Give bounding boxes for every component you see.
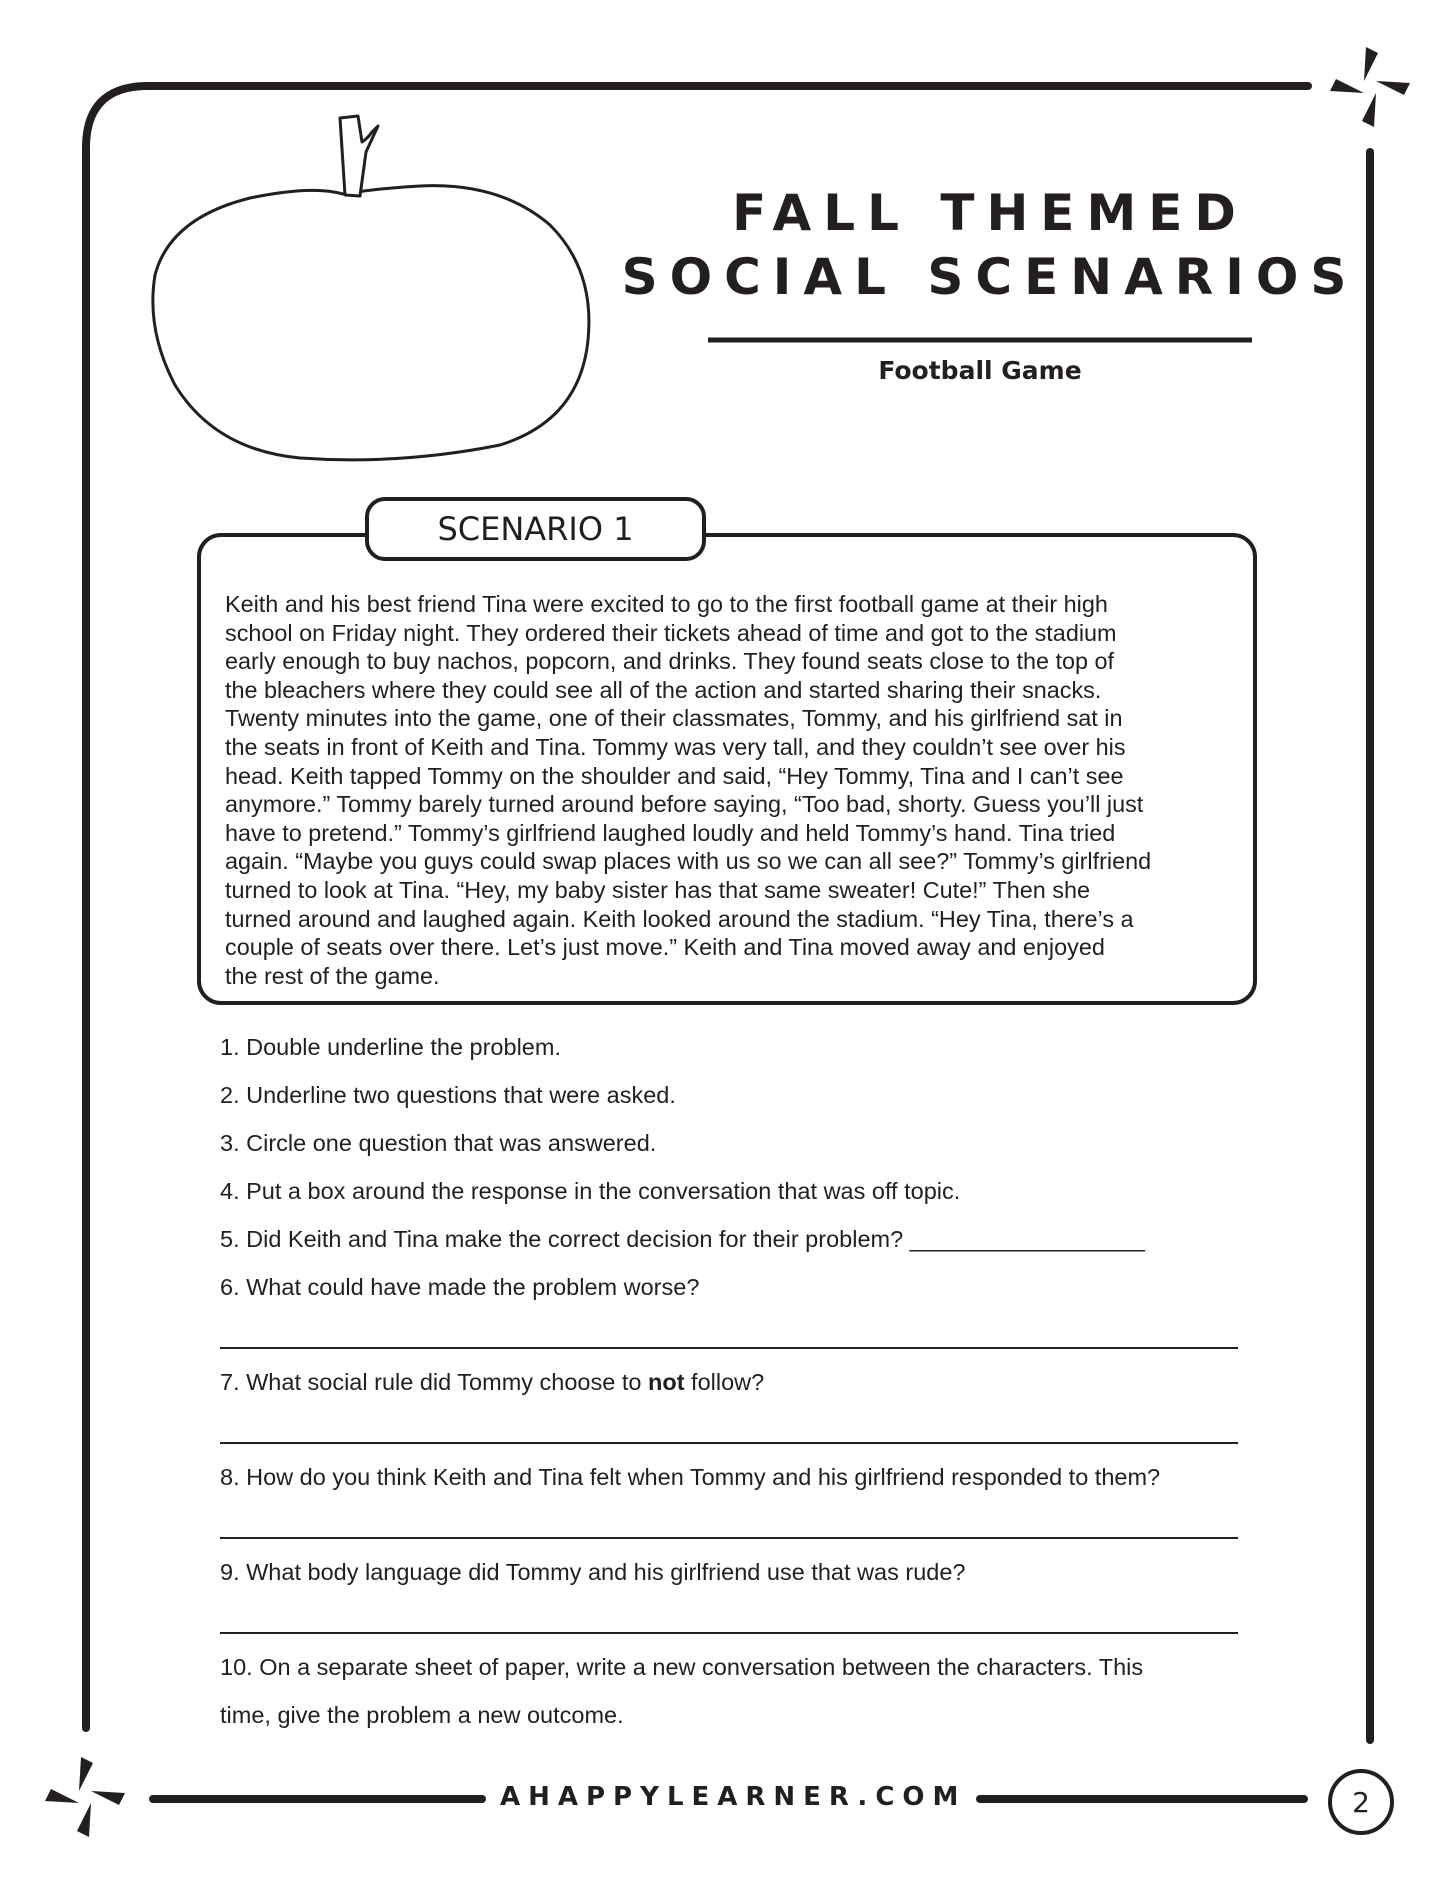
pinwheel-icon: [45, 1757, 125, 1837]
pumpkin-outline-icon: [153, 116, 589, 460]
page-title-line-1: FALL THEMED: [732, 184, 1248, 242]
question-7: [220, 1369, 764, 1396]
page-number: 2: [1328, 1769, 1394, 1835]
question-2: 2. Underline two questions that were asked.: [220, 1082, 676, 1108]
pinwheel-icon: [1330, 47, 1410, 127]
question-3: 3. Circle one question that was answered.: [220, 1130, 657, 1156]
question-7-emphasis: not: [647, 1369, 685, 1395]
answer-line-7[interactable]: [220, 1442, 1238, 1444]
scenario-tab-label: SCENARIO 1: [365, 497, 706, 561]
question-5: 5. Did Keith and Tina make the correct decision for their problem? __________________: [220, 1226, 1145, 1252]
page-subtitle: Football Game: [878, 356, 1082, 385]
question-7-text-end: follow?: [684, 1369, 765, 1395]
footer-website: AHAPPYLEARNER.COM: [500, 1782, 967, 1812]
answer-line-6[interactable]: [220, 1347, 1238, 1349]
question-8: 8. How do you think Keith and Tina felt when Tommy and his girlfriend responded to them?: [220, 1464, 1161, 1490]
scenario-text: Keith and his best friend Tina were excited to go to the first football game at their high school on Friday night. They ordered their tickets ahead of time and got to the stadium early enough to buy nachos, popcorn, and drinks. They found seats close to the top of the bleachers where they could see all of the action and started sharing their snacks. Twenty minutes into the game, one of their classmates, Tommy, and his girlfriend sat in the seats in front of Keith and Tina. Tommy was very tall, and they couldn’t see over his head. Keith tapped Tommy on the shoulder and said, “Hey Tommy, Tina and I can’t see anymore.” Tommy barely turned around before saying, “Too bad, shorty. Guess you’ll just have to pretend.” Tommy’s girlfriend laughed loudly and held Tommy’s hand. Tina tried again. “Maybe you guys could swap places with us so we can all see?” Tommy’s girlfriend turned to look at Tina. “Hey, my baby sister has that same sweater! Cute!” Then she turned around and laughed again. Keith looked around the stadium. “Hey Tina, there’s a couple of seats over there. Let’s just move.” Keith and Tina moved away and enjoyed the rest of the game.: [225, 591, 1152, 989]
question-1: 1. Double underline the problem.: [220, 1034, 561, 1060]
question-7-text: 7. What social rule did Tommy choose to: [220, 1369, 648, 1395]
page-title-line-2: SOCIAL SCENARIOS: [621, 248, 1359, 306]
answer-line-9[interactable]: [220, 1632, 1238, 1634]
question-4: 4. Put a box around the response in the conversation that was off topic.: [220, 1178, 961, 1204]
question-10-line-2: time, give the problem a new outcome.: [220, 1702, 624, 1728]
question-9: 9. What body language did Tommy and his girlfriend use that was rude?: [220, 1559, 966, 1585]
question-6: 6. What could have made the problem worse?: [220, 1274, 700, 1300]
question-10-line-1: 10. On a separate sheet of paper, write a new conversation between the characters. This: [220, 1654, 1144, 1680]
answer-line-8[interactable]: [220, 1537, 1238, 1539]
